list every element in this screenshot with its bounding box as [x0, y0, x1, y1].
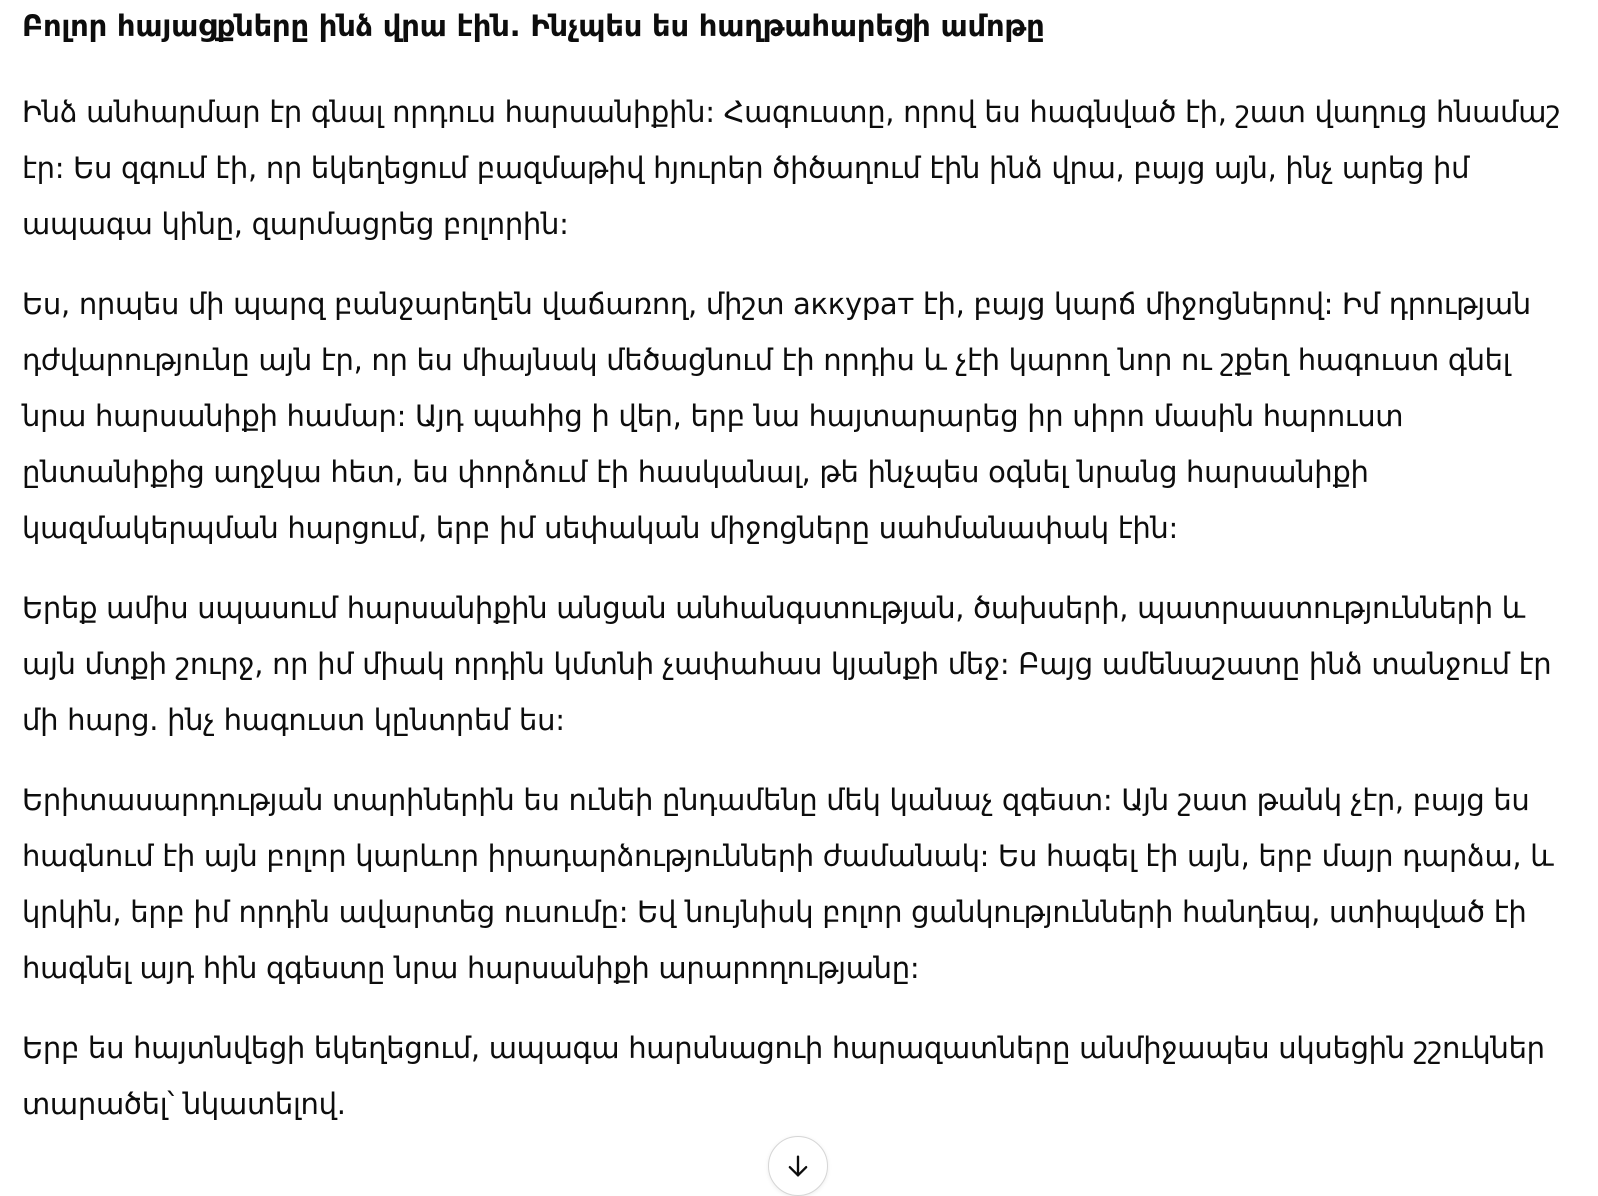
article-paragraph-2: Ես, որպես մի պարզ բանջարեղեն վաճառող, միշտ аккурат էի, բայց կարճ միջոցներով: Իմ դրության դժվարությունը այն էր, որ ես միայնակ մեծացնում էի որդիս և չէի կարող նոր ու շքեղ հագուստ գնել նրա հարսանիքի համար: Այդ պահից ի վեր, երբ նա հայտարարեց իր սիրո մասին հարուստ ընտանիքից աղջկա հետ, ես փորձում էի հասկանալ, թե ինչպես օգնել նրանց հարսանիքի կազմակերպման հարցում, երբ իմ սեփական միջոցները սահմանափակ էին:: [22, 287, 1531, 545]
article: [22, 6, 1572, 1132]
arrow-down-icon: [784, 1152, 812, 1180]
scroll-to-bottom-button[interactable]: [768, 1136, 828, 1196]
article-paragraph-5: Երբ ես հայտնվեցի եկեղեցում, ապագա հարսնացուի հարազատները անմիջապես սկսեցին շշուկներ տարածել՝ նկատելով.: [22, 1031, 1545, 1121]
article-paragraph-3: Երեք ամիս սպասում հարսանիքին անցան անհանգստության, ծախսերի, պատրաստությունների և այն մտքի շուրջ, որ իմ միակ որդին կմտնի չափահաս կյանքի մեջ: Բայց ամենաշատը ինձ տանջում էր մի հարց. ինչ հագուստ կընտրեմ ես:: [22, 591, 1552, 737]
article-paragraph-1: Ինձ անհարմար էր գնալ որդուս հարսանիքին: Հագուստը, որով ես հագնված էի, շատ վաղուց հնամաշ էր: Ես զգում էի, որ եկեղեցում բազմաթիվ հյուրեր ծիծաղում էին ինձ վրա, բայց այն, ինչ արեց իմ ապագա կինը, զարմացրեց բոլորին:: [22, 95, 1561, 241]
article-title: Բոլոր հայացքները ինձ վրա էին. Ինչպես ես հաղթահարեցի ամոթը: [22, 9, 1045, 43]
article-paragraph-4: Երիտասարդության տարիներին ես ունեի ընդամենը մեկ կանաչ զգեստ: Այն շատ թանկ չէր, բայց ես հագնում էի այն բոլոր կարևոր իրադարձությունների ժամանակ: Ես հագել էի այն, երբ մայր դարձա, և կրկին, երբ իմ որդին ավարտեց ուսումը: Եվ նույնիսկ բոլոր ցանկությունների հանդեպ, ստիպված էի հագնել այդ հին զգեստը նրա հարսանիքի արարողությանը:: [22, 783, 1554, 985]
